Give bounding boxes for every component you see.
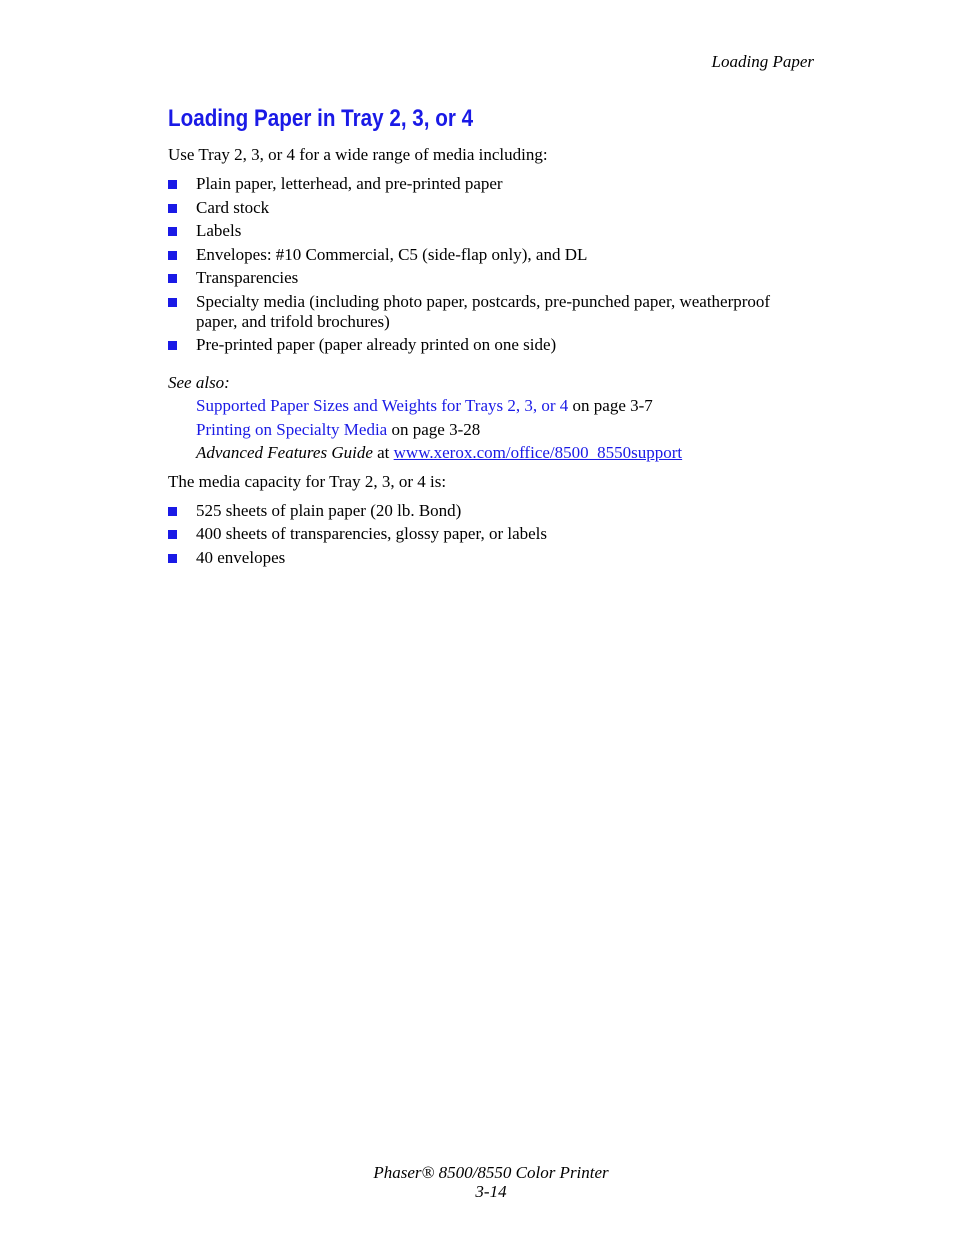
- guide-title: Advanced Features Guide: [196, 443, 373, 462]
- list-item: 525 sheets of plain paper (20 lb. Bond): [168, 501, 808, 521]
- square-bullet-icon: [168, 341, 177, 350]
- square-bullet-icon: [168, 507, 177, 516]
- list-item: Pre-printed paper (paper already printed on one side): [168, 335, 808, 355]
- reference-line: Supported Paper Sizes and Weights for Trays 2, 3, or 4 on page 3-7: [196, 396, 653, 415]
- list-item: 40 envelopes: [168, 548, 808, 568]
- paper-sizes-link[interactable]: Supported Paper Sizes and Weights for Trays 2, 3, or 4: [196, 396, 569, 415]
- list-item: 400 sheets of transparencies, glossy paper, or labels: [168, 524, 808, 544]
- media-list: [168, 174, 808, 355]
- square-bullet-icon: [168, 204, 177, 213]
- product-name: Phaser® 8500/8550 Color Printer: [373, 1163, 609, 1182]
- see-also-label: See also:: [168, 373, 230, 392]
- list-item: Plain paper, letterhead, and pre-printed paper: [168, 174, 808, 194]
- capacity-paragraph: The media capacity for Tray 2, 3, or 4 is:: [168, 471, 447, 491]
- list-item: Labels: [168, 221, 808, 241]
- reference-line: Printing on Specialty Media on page 3-28: [196, 419, 481, 439]
- square-bullet-icon: [168, 227, 177, 236]
- specialty-media-link[interactable]: Printing on Specialty Media: [196, 419, 388, 439]
- list-item: Transparencies: [168, 268, 808, 288]
- running-header: Loading Paper: [711, 52, 814, 71]
- list-item: Specialty media (including photo paper, postcards, pre-punched paper, weatherproof paper, and trifold brochures): [168, 292, 808, 332]
- square-bullet-icon: [168, 554, 177, 563]
- support-url-link[interactable]: www.xerox.com/office/8500_8550support: [393, 443, 683, 462]
- square-bullet-icon: [168, 530, 177, 539]
- square-bullet-icon: [168, 274, 177, 283]
- capacity-list: [168, 501, 808, 568]
- see-also-refs: [168, 394, 808, 465]
- intro-paragraph: Use Tray 2, 3, or 4 for a wide range of media including:: [168, 145, 548, 164]
- square-bullet-icon: [168, 251, 177, 260]
- list-item: Envelopes: #10 Commercial, C5 (side-flap only), and DL: [168, 245, 808, 265]
- square-bullet-icon: [168, 298, 177, 307]
- reference-line: [196, 441, 808, 465]
- list-item: Card stock: [168, 198, 808, 218]
- page-content: [168, 100, 808, 571]
- square-bullet-icon: [168, 180, 177, 189]
- page-title: Loading Paper in Tray 2, 3, or 4: [168, 105, 474, 132]
- running-footer: [0, 1163, 954, 1201]
- guide-connector: at: [372, 443, 394, 462]
- page-number: 3-14: [475, 1182, 507, 1201]
